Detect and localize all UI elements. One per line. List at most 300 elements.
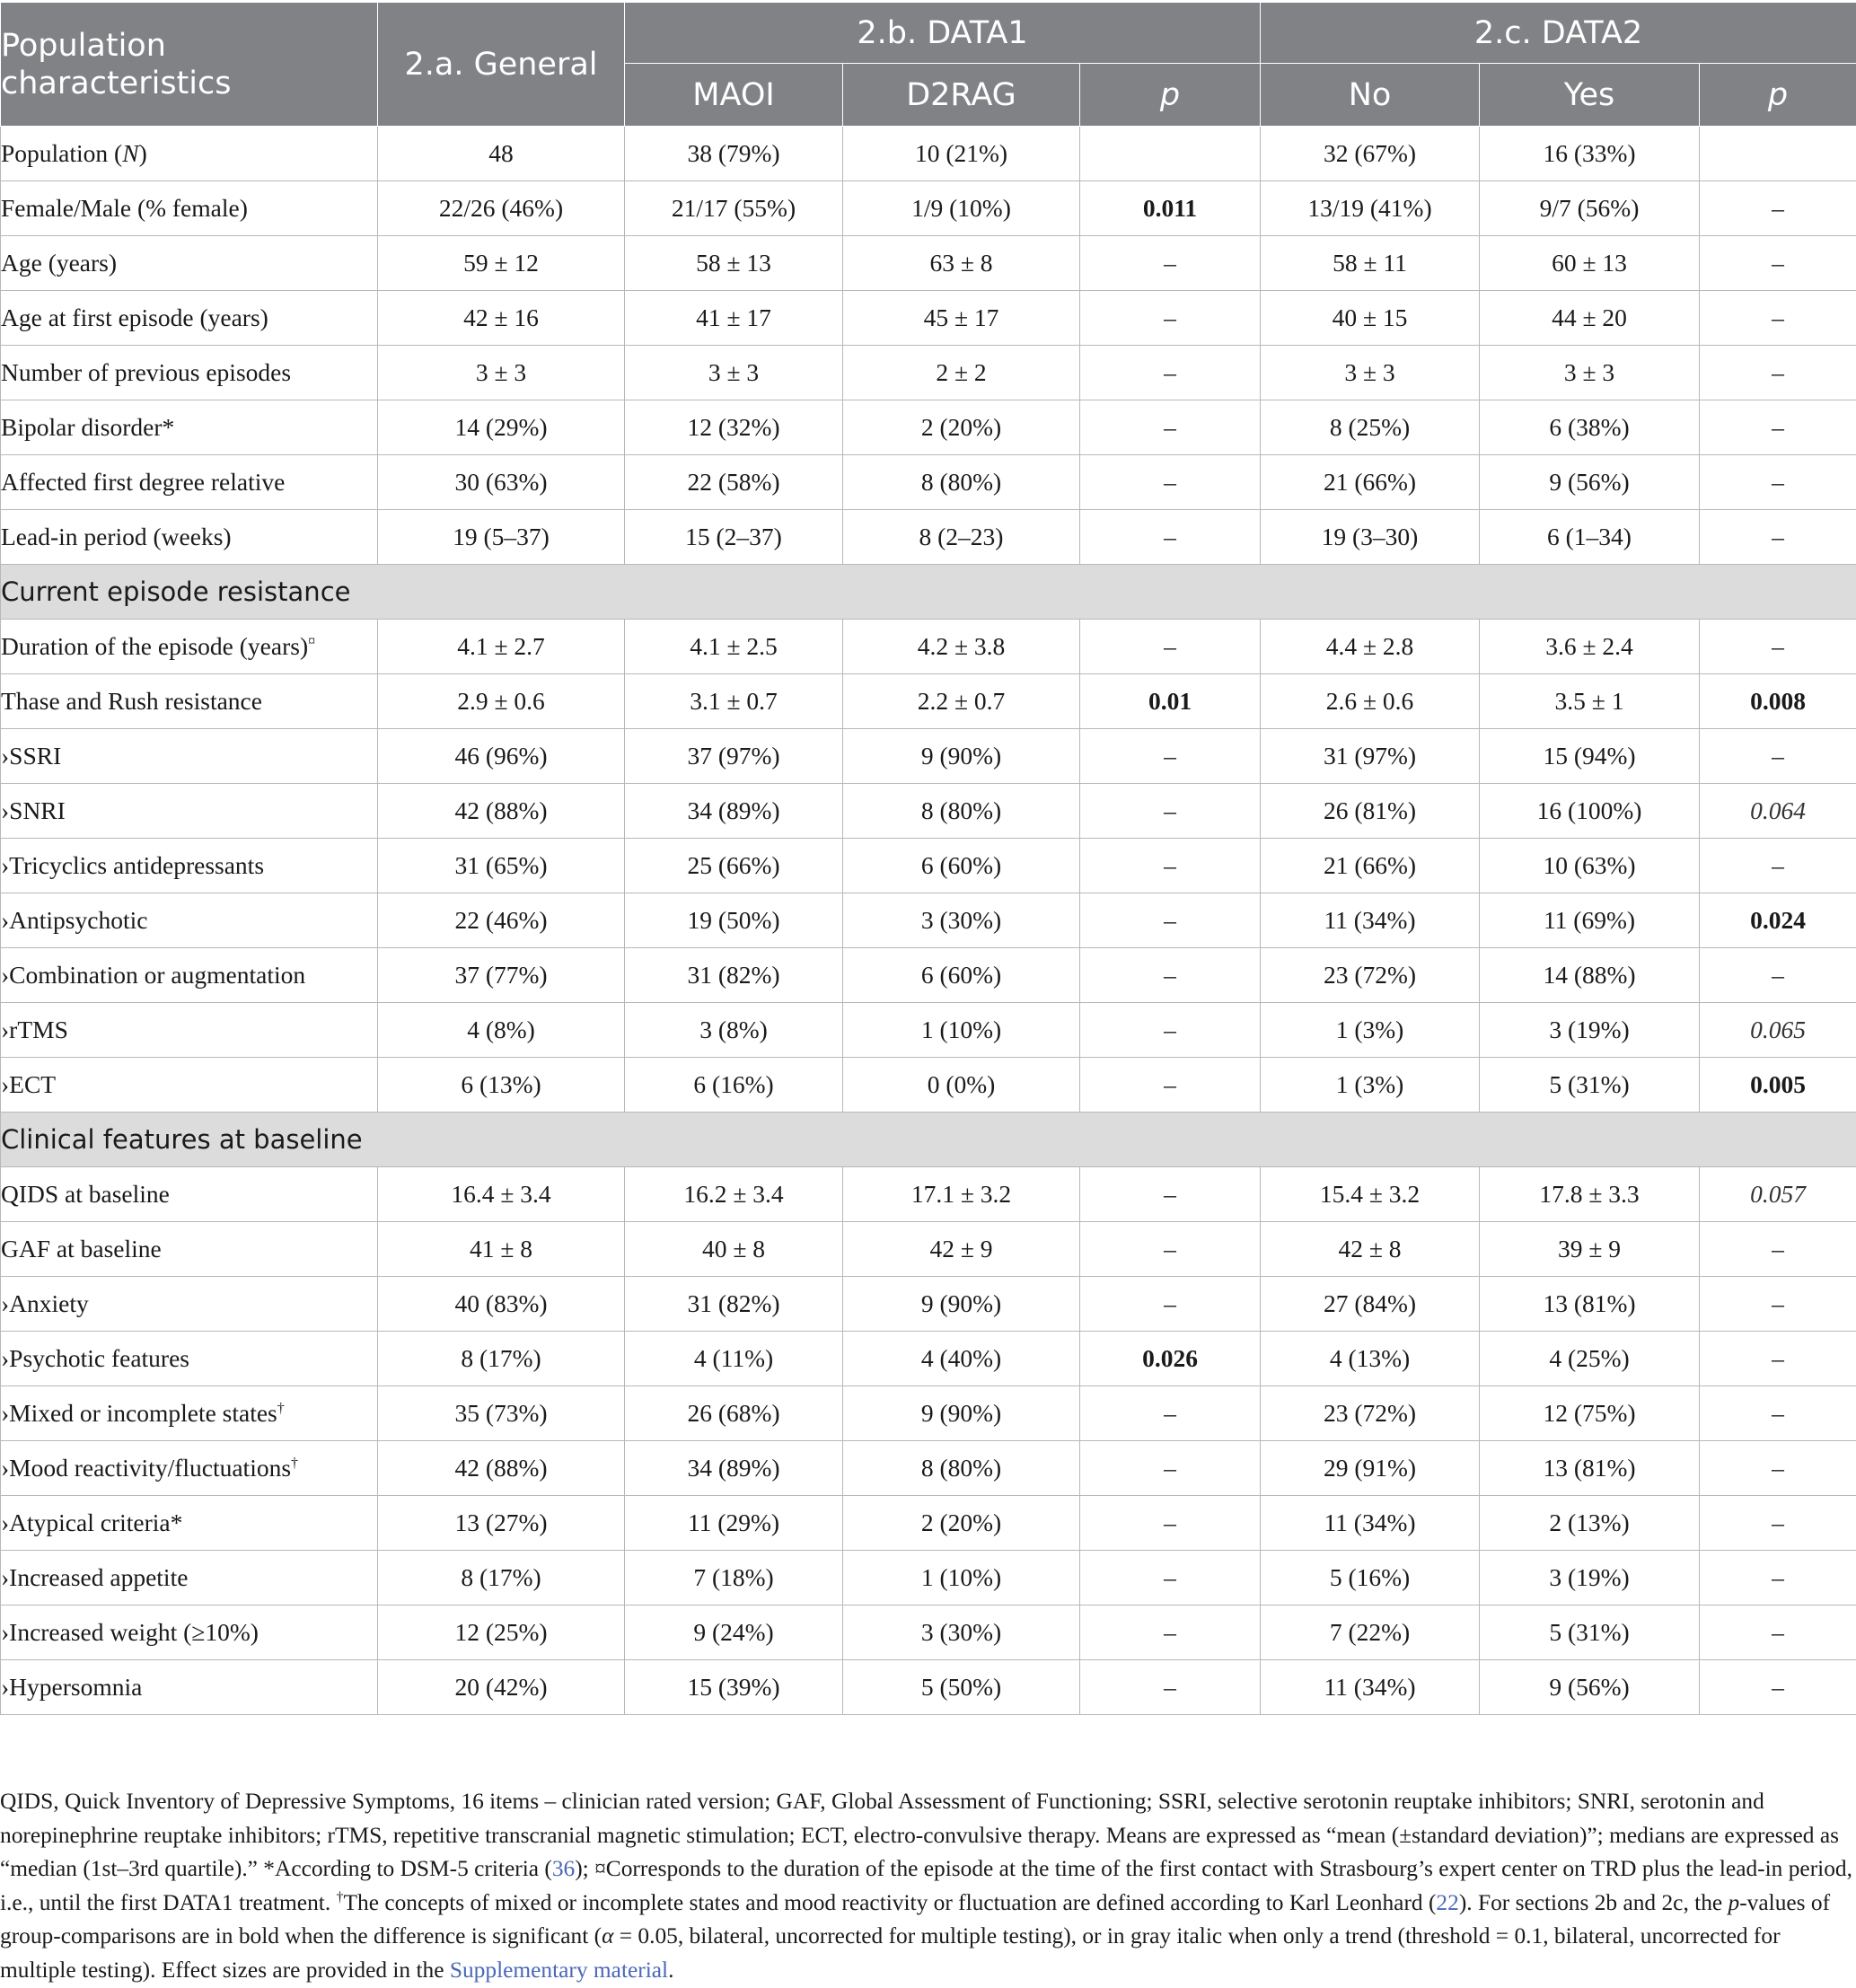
- row-label: [1, 1605, 378, 1660]
- header-yes: Yes: [1480, 64, 1700, 127]
- cell-p-data2: –: [1700, 1386, 1856, 1441]
- table-row: [1, 1386, 1856, 1441]
- cell-d2rag: 4 (40%): [843, 1332, 1080, 1386]
- row-label-footnote-mark: †: [277, 1400, 285, 1416]
- row-label: [1, 455, 378, 510]
- cell-no: 21 (66%): [1261, 455, 1480, 510]
- cell-p-data1: –: [1080, 455, 1261, 510]
- cell-maoi: 15 (2–37): [625, 510, 843, 565]
- row-label: [1, 1003, 378, 1058]
- cell-general: 14 (29%): [378, 400, 625, 455]
- cell-p-data2: –: [1700, 291, 1856, 346]
- cell-d2rag: 8 (80%): [843, 784, 1080, 839]
- table-row: [1, 1660, 1856, 1715]
- cell-d2rag: 9 (90%): [843, 1386, 1080, 1441]
- cell-yes: 3 (19%): [1480, 1003, 1700, 1058]
- cell-general: 13 (27%): [378, 1496, 625, 1551]
- cell-yes: 9 (56%): [1480, 455, 1700, 510]
- row-label-text: Duration of the episode (years): [1, 632, 309, 660]
- cell-p-data1: –: [1080, 839, 1261, 893]
- cell-no: 27 (84%): [1261, 1277, 1480, 1332]
- cell-general: 4.1 ± 2.7: [378, 620, 625, 674]
- cell-d2rag: 2 (20%): [843, 1496, 1080, 1551]
- cell-maoi: 58 ± 13: [625, 236, 843, 291]
- cell-maoi: 11 (29%): [625, 1496, 843, 1551]
- row-label: [1, 346, 378, 400]
- row-label-text: ›Increased appetite: [1, 1563, 189, 1591]
- table-row: [1, 1222, 1856, 1277]
- cell-p-data1: –: [1080, 1058, 1261, 1113]
- cell-p-data1: –: [1080, 510, 1261, 565]
- cell-general: 46 (96%): [378, 729, 625, 784]
- cell-no: 13/19 (41%): [1261, 181, 1480, 236]
- cell-no: 21 (66%): [1261, 839, 1480, 893]
- cell-yes: 6 (1–34): [1480, 510, 1700, 565]
- cell-general: 40 (83%): [378, 1277, 625, 1332]
- footnote-ref-36[interactable]: 36: [551, 1856, 576, 1881]
- cell-d2rag: 45 ± 17: [843, 291, 1080, 346]
- cell-general: 4 (8%): [378, 1003, 625, 1058]
- row-label-text: ›Psychotic features: [1, 1344, 189, 1372]
- cell-yes: 16 (100%): [1480, 784, 1700, 839]
- table-row: [1, 1496, 1856, 1551]
- cell-p-data1: –: [1080, 400, 1261, 455]
- cell-yes: 13 (81%): [1480, 1277, 1700, 1332]
- cell-yes: 44 ± 20: [1480, 291, 1700, 346]
- footnote-text-5: -values of group-comparisons are in bold when the difference is significant (: [0, 1889, 1831, 1948]
- footnote-text-6: = 0.05, bilateral, uncorrected for multiple testing), or in gray italic when only a trend (threshold = 0.1, bilateral, uncorrected for multiple testing). Effect sizes are provided in the: [0, 1923, 1781, 1983]
- table-row: [1, 893, 1856, 948]
- cell-general: 42 (88%): [378, 784, 625, 839]
- cell-d2rag: 4.2 ± 3.8: [843, 620, 1080, 674]
- table-row: [1, 784, 1856, 839]
- cell-p-data2: –: [1700, 620, 1856, 674]
- row-label: [1, 784, 378, 839]
- cell-maoi: 31 (82%): [625, 948, 843, 1003]
- cell-p-data2: –: [1700, 346, 1856, 400]
- header-data1: 2.b. DATA1: [625, 3, 1261, 64]
- cell-p-data2: 0.065: [1700, 1003, 1856, 1058]
- cell-yes: 9/7 (56%): [1480, 181, 1700, 236]
- row-label: [1, 1386, 378, 1441]
- cell-maoi: 34 (89%): [625, 1441, 843, 1496]
- cell-maoi: 25 (66%): [625, 839, 843, 893]
- cell-maoi: 9 (24%): [625, 1605, 843, 1660]
- cell-p-data2: 0.064: [1700, 784, 1856, 839]
- cell-general: 41 ± 8: [378, 1222, 625, 1277]
- table-body: [1, 127, 1856, 1715]
- footnote-text-2: ); ¤Corresponds to the duration of the episode at the time of the first contact with Strasbourg’s expert center on TRD plus the lead-in period, i.e., until the first DATA1 treatment.: [0, 1856, 1852, 1915]
- cell-general: 22/26 (46%): [378, 181, 625, 236]
- cell-maoi: 19 (50%): [625, 893, 843, 948]
- row-label-text: Number of previous episodes: [1, 358, 292, 386]
- cell-no: 2.6 ± 0.6: [1261, 674, 1480, 729]
- cell-d2rag: 10 (21%): [843, 127, 1080, 181]
- cell-p-data2: –: [1700, 948, 1856, 1003]
- cell-maoi: 40 ± 8: [625, 1222, 843, 1277]
- cell-p-data2: –: [1700, 510, 1856, 565]
- row-label: [1, 291, 378, 346]
- row-label-text: Female/Male (% female): [1, 194, 248, 222]
- cell-no: 29 (91%): [1261, 1441, 1480, 1496]
- cell-p-data1: –: [1080, 291, 1261, 346]
- cell-yes: 15 (94%): [1480, 729, 1700, 784]
- cell-maoi: 38 (79%): [625, 127, 843, 181]
- cell-no: 19 (3–30): [1261, 510, 1480, 565]
- cell-general: 12 (25%): [378, 1605, 625, 1660]
- row-label-text: Age at first episode (years): [1, 303, 268, 331]
- row-label-footnote-mark: ¤: [308, 633, 316, 649]
- row-label: [1, 181, 378, 236]
- cell-p-data1: –: [1080, 784, 1261, 839]
- cell-p-data1: –: [1080, 1222, 1261, 1277]
- cell-p-data2: –: [1700, 1551, 1856, 1605]
- row-label-text: ›Hypersomnia: [1, 1673, 143, 1701]
- cell-p-data1: –: [1080, 1167, 1261, 1222]
- table-row: [1, 839, 1856, 893]
- row-label-italic: N: [122, 139, 139, 167]
- cell-general: 8 (17%): [378, 1332, 625, 1386]
- row-label-footnote-mark: †: [291, 1455, 299, 1471]
- cell-maoi: 4.1 ± 2.5: [625, 620, 843, 674]
- cell-no: 15.4 ± 3.2: [1261, 1167, 1480, 1222]
- footnote-dagger: †: [336, 1889, 344, 1905]
- row-label-text: ›Increased weight (≥10%): [1, 1618, 259, 1646]
- cell-no: 4.4 ± 2.8: [1261, 620, 1480, 674]
- cell-p-data1: –: [1080, 1277, 1261, 1332]
- cell-p-data2: 0.005: [1700, 1058, 1856, 1113]
- cell-d2rag: 5 (50%): [843, 1660, 1080, 1715]
- cell-d2rag: 42 ± 9: [843, 1222, 1080, 1277]
- row-label-text: ›Antipsychotic: [1, 906, 148, 934]
- cell-general: 8 (17%): [378, 1551, 625, 1605]
- cell-maoi: 7 (18%): [625, 1551, 843, 1605]
- cell-yes: 3.5 ± 1: [1480, 674, 1700, 729]
- row-label: [1, 1167, 378, 1222]
- table-row: [1, 1277, 1856, 1332]
- header-population-characteristics: Population characteristics: [1, 3, 378, 127]
- cell-maoi: 21/17 (55%): [625, 181, 843, 236]
- table-row: [1, 291, 1856, 346]
- cell-p-data1: 0.011: [1080, 181, 1261, 236]
- cell-maoi: 16.2 ± 3.4: [625, 1167, 843, 1222]
- cell-no: 11 (34%): [1261, 1496, 1480, 1551]
- cell-d2rag: 6 (60%): [843, 839, 1080, 893]
- cell-p-data1: [1080, 127, 1261, 181]
- cell-p-data1: –: [1080, 1441, 1261, 1496]
- cell-yes: 13 (81%): [1480, 1441, 1700, 1496]
- row-label: [1, 729, 378, 784]
- row-label-text: ›Atypical criteria*: [1, 1509, 183, 1536]
- row-label: [1, 236, 378, 291]
- cell-p-data2: –: [1700, 1332, 1856, 1386]
- cell-p-data2: –: [1700, 1222, 1856, 1277]
- cell-yes: 2 (13%): [1480, 1496, 1700, 1551]
- cell-p-data2: –: [1700, 181, 1856, 236]
- cell-yes: 4 (25%): [1480, 1332, 1700, 1386]
- cell-p-data2: –: [1700, 455, 1856, 510]
- footnote-text-7: .: [668, 1957, 674, 1983]
- header-general: 2.a. General: [378, 3, 625, 127]
- row-label: [1, 839, 378, 893]
- cell-maoi: 15 (39%): [625, 1660, 843, 1715]
- cell-general: 48: [378, 127, 625, 181]
- row-label: [1, 893, 378, 948]
- cell-general: 31 (65%): [378, 839, 625, 893]
- table-row: [1, 948, 1856, 1003]
- table-row: [1, 181, 1856, 236]
- cell-p-data1: –: [1080, 729, 1261, 784]
- row-label-text: QIDS at baseline: [1, 1180, 170, 1208]
- cell-no: 5 (16%): [1261, 1551, 1480, 1605]
- row-label-text: Age (years): [1, 249, 118, 277]
- cell-yes: 14 (88%): [1480, 948, 1700, 1003]
- section-header-row: [1, 565, 1856, 620]
- table-row: [1, 620, 1856, 674]
- cell-d2rag: 8 (2–23): [843, 510, 1080, 565]
- cell-d2rag: 9 (90%): [843, 729, 1080, 784]
- table-row: [1, 1058, 1856, 1113]
- cell-yes: 10 (63%): [1480, 839, 1700, 893]
- cell-maoi: 12 (32%): [625, 400, 843, 455]
- row-label: [1, 948, 378, 1003]
- supplementary-material-link[interactable]: Supplementary material: [449, 1957, 669, 1983]
- row-label: [1, 620, 378, 674]
- cell-yes: 12 (75%): [1480, 1386, 1700, 1441]
- cell-p-data2: –: [1700, 236, 1856, 291]
- cell-p-data1: –: [1080, 346, 1261, 400]
- cell-d2rag: 2 ± 2: [843, 346, 1080, 400]
- cell-maoi: 34 (89%): [625, 784, 843, 839]
- cell-d2rag: 8 (80%): [843, 1441, 1080, 1496]
- row-label-text: ›SSRI: [1, 742, 62, 770]
- header-p-data2: p: [1700, 64, 1856, 127]
- table-row: [1, 1332, 1856, 1386]
- footnote-ref-22[interactable]: 22: [1436, 1889, 1459, 1915]
- table-row: [1, 510, 1856, 565]
- cell-p-data2: –: [1700, 1660, 1856, 1715]
- cell-no: 1 (3%): [1261, 1003, 1480, 1058]
- row-label-text: Thase and Rush resistance: [1, 687, 262, 715]
- row-label-text: Affected first degree relative: [1, 468, 286, 496]
- cell-no: 58 ± 11: [1261, 236, 1480, 291]
- cell-maoi: 26 (68%): [625, 1386, 843, 1441]
- row-label-text: GAF at baseline: [1, 1235, 162, 1262]
- row-label: [1, 1277, 378, 1332]
- cell-p-data2: –: [1700, 729, 1856, 784]
- cell-no: 42 ± 8: [1261, 1222, 1480, 1277]
- footnote-text-4: ). For sections 2b and 2c, the: [1458, 1889, 1728, 1915]
- cell-p-data2: [1700, 127, 1856, 181]
- cell-p-data2: –: [1700, 400, 1856, 455]
- row-label-text: ›Mood reactivity/fluctuations: [1, 1454, 292, 1482]
- characteristics-table: [0, 2, 1856, 1715]
- cell-d2rag: 63 ± 8: [843, 236, 1080, 291]
- row-label-text: Lead-in period (weeks): [1, 523, 232, 550]
- cell-general: 37 (77%): [378, 948, 625, 1003]
- cell-general: 19 (5–37): [378, 510, 625, 565]
- cell-p-data1: –: [1080, 620, 1261, 674]
- cell-no: 31 (97%): [1261, 729, 1480, 784]
- row-label-text: ›ECT: [1, 1070, 57, 1098]
- cell-yes: 9 (56%): [1480, 1660, 1700, 1715]
- cell-no: 11 (34%): [1261, 893, 1480, 948]
- table-row: [1, 1167, 1856, 1222]
- cell-d2rag: 9 (90%): [843, 1277, 1080, 1332]
- cell-general: 42 (88%): [378, 1441, 625, 1496]
- table-row: [1, 400, 1856, 455]
- table-header: [1, 3, 1856, 127]
- cell-no: 32 (67%): [1261, 127, 1480, 181]
- cell-d2rag: 1 (10%): [843, 1003, 1080, 1058]
- table-footnote: [0, 1785, 1853, 1987]
- cell-no: 23 (72%): [1261, 1386, 1480, 1441]
- header-maoi: MAOI: [625, 64, 843, 127]
- row-label-text: Bipolar disorder*: [1, 413, 175, 441]
- cell-d2rag: 17.1 ± 3.2: [843, 1167, 1080, 1222]
- cell-p-data1: –: [1080, 948, 1261, 1003]
- cell-d2rag: 2 (20%): [843, 400, 1080, 455]
- table-row: [1, 127, 1856, 181]
- cell-no: 7 (22%): [1261, 1605, 1480, 1660]
- header-no: No: [1261, 64, 1480, 127]
- section-header-row: [1, 1113, 1856, 1167]
- cell-p-data2: –: [1700, 839, 1856, 893]
- cell-p-data2: 0.008: [1700, 674, 1856, 729]
- table-row: [1, 674, 1856, 729]
- table-row: [1, 729, 1856, 784]
- cell-yes: 39 ± 9: [1480, 1222, 1700, 1277]
- cell-p-data2: –: [1700, 1496, 1856, 1551]
- cell-p-data1: –: [1080, 236, 1261, 291]
- cell-yes: 3 (19%): [1480, 1551, 1700, 1605]
- cell-maoi: 37 (97%): [625, 729, 843, 784]
- cell-general: 30 (63%): [378, 455, 625, 510]
- cell-p-data2: –: [1700, 1277, 1856, 1332]
- cell-maoi: 3.1 ± 0.7: [625, 674, 843, 729]
- row-label-text: Population (: [1, 139, 123, 167]
- footnote-alpha: α: [602, 1923, 614, 1948]
- cell-yes: 11 (69%): [1480, 893, 1700, 948]
- cell-no: 4 (13%): [1261, 1332, 1480, 1386]
- cell-no: 3 ± 3: [1261, 346, 1480, 400]
- cell-p-data1: –: [1080, 1003, 1261, 1058]
- cell-d2rag: 8 (80%): [843, 455, 1080, 510]
- cell-no: 11 (34%): [1261, 1660, 1480, 1715]
- footnote-p-italic: p: [1728, 1889, 1740, 1915]
- cell-no: 26 (81%): [1261, 784, 1480, 839]
- section-title: Clinical features at baseline: [1, 1113, 1856, 1167]
- row-label-suffix: ): [138, 139, 147, 167]
- footnote-text-3: The concepts of mixed or incomplete states and mood reactivity or fluctuation are defined according to Karl Leonhard (: [343, 1889, 1437, 1915]
- row-label-text: ›Combination or augmentation: [1, 961, 306, 989]
- cell-d2rag: 1 (10%): [843, 1551, 1080, 1605]
- cell-yes: 5 (31%): [1480, 1605, 1700, 1660]
- header-d2rag: D2RAG: [843, 64, 1080, 127]
- cell-maoi: 22 (58%): [625, 455, 843, 510]
- cell-yes: 3.6 ± 2.4: [1480, 620, 1700, 674]
- cell-maoi: 3 (8%): [625, 1003, 843, 1058]
- cell-yes: 16 (33%): [1480, 127, 1700, 181]
- cell-general: 20 (42%): [378, 1660, 625, 1715]
- row-label: [1, 127, 378, 181]
- cell-maoi: 6 (16%): [625, 1058, 843, 1113]
- cell-p-data1: –: [1080, 893, 1261, 948]
- cell-p-data1: –: [1080, 1386, 1261, 1441]
- cell-general: 22 (46%): [378, 893, 625, 948]
- cell-general: 16.4 ± 3.4: [378, 1167, 625, 1222]
- footnote-text-1: QIDS, Quick Inventory of Depressive Symptoms, 16 items – clinician rated version; GAF, Global Assessment of Functioning; SSRI, selective serotonin reuptake inhibitors; SNRI, serotonin and norepinephrine reuptake inhibitors; rTMS, repetitive transcranial magnetic stimulation; ECT, electro-convulsive therapy. Means are expressed as “mean (±standard deviation)”; medians are expressed as “median (1st–3rd quartile).” *According to DSM-5 criteria (: [0, 1789, 1839, 1881]
- cell-d2rag: 0 (0%): [843, 1058, 1080, 1113]
- cell-general: 2.9 ± 0.6: [378, 674, 625, 729]
- cell-p-data1: 0.026: [1080, 1332, 1261, 1386]
- cell-general: 59 ± 12: [378, 236, 625, 291]
- cell-yes: 6 (38%): [1480, 400, 1700, 455]
- row-label-text: ›SNRI: [1, 796, 66, 824]
- table-row: [1, 1551, 1856, 1605]
- cell-no: 8 (25%): [1261, 400, 1480, 455]
- row-label: [1, 1058, 378, 1113]
- cell-d2rag: 2.2 ± 0.7: [843, 674, 1080, 729]
- cell-yes: 17.8 ± 3.3: [1480, 1167, 1700, 1222]
- cell-d2rag: 3 (30%): [843, 1605, 1080, 1660]
- cell-p-data1: 0.01: [1080, 674, 1261, 729]
- cell-yes: 3 ± 3: [1480, 346, 1700, 400]
- row-label: [1, 400, 378, 455]
- cell-p-data1: –: [1080, 1605, 1261, 1660]
- table-row: [1, 1441, 1856, 1496]
- cell-general: 3 ± 3: [378, 346, 625, 400]
- header-p-data1: p: [1080, 64, 1261, 127]
- cell-p-data2: –: [1700, 1605, 1856, 1660]
- row-label: [1, 674, 378, 729]
- table-row: [1, 1605, 1856, 1660]
- row-label-text: ›Tricyclics antidepressants: [1, 851, 265, 879]
- cell-no: 40 ± 15: [1261, 291, 1480, 346]
- cell-d2rag: 6 (60%): [843, 948, 1080, 1003]
- cell-p-data1: –: [1080, 1660, 1261, 1715]
- row-label: [1, 1222, 378, 1277]
- cell-p-data2: 0.024: [1700, 893, 1856, 948]
- cell-no: 23 (72%): [1261, 948, 1480, 1003]
- table-row: [1, 236, 1856, 291]
- cell-general: 6 (13%): [378, 1058, 625, 1113]
- cell-maoi: 3 ± 3: [625, 346, 843, 400]
- row-label-text: ›rTMS: [1, 1016, 68, 1043]
- row-label: [1, 510, 378, 565]
- cell-maoi: 41 ± 17: [625, 291, 843, 346]
- cell-p-data1: –: [1080, 1496, 1261, 1551]
- row-label: [1, 1332, 378, 1386]
- header-data2: 2.c. DATA2: [1261, 3, 1856, 64]
- row-label: [1, 1660, 378, 1715]
- row-label: [1, 1551, 378, 1605]
- cell-maoi: 4 (11%): [625, 1332, 843, 1386]
- cell-yes: 60 ± 13: [1480, 236, 1700, 291]
- row-label-text: ›Anxiety: [1, 1289, 89, 1317]
- cell-yes: 5 (31%): [1480, 1058, 1700, 1113]
- table-row: [1, 346, 1856, 400]
- cell-general: 35 (73%): [378, 1386, 625, 1441]
- cell-maoi: 31 (82%): [625, 1277, 843, 1332]
- section-title: Current episode resistance: [1, 565, 1856, 620]
- table-row: [1, 455, 1856, 510]
- cell-p-data2: 0.057: [1700, 1167, 1856, 1222]
- cell-general: 42 ± 16: [378, 291, 625, 346]
- row-label: [1, 1496, 378, 1551]
- table-row: [1, 1003, 1856, 1058]
- cell-p-data1: –: [1080, 1551, 1261, 1605]
